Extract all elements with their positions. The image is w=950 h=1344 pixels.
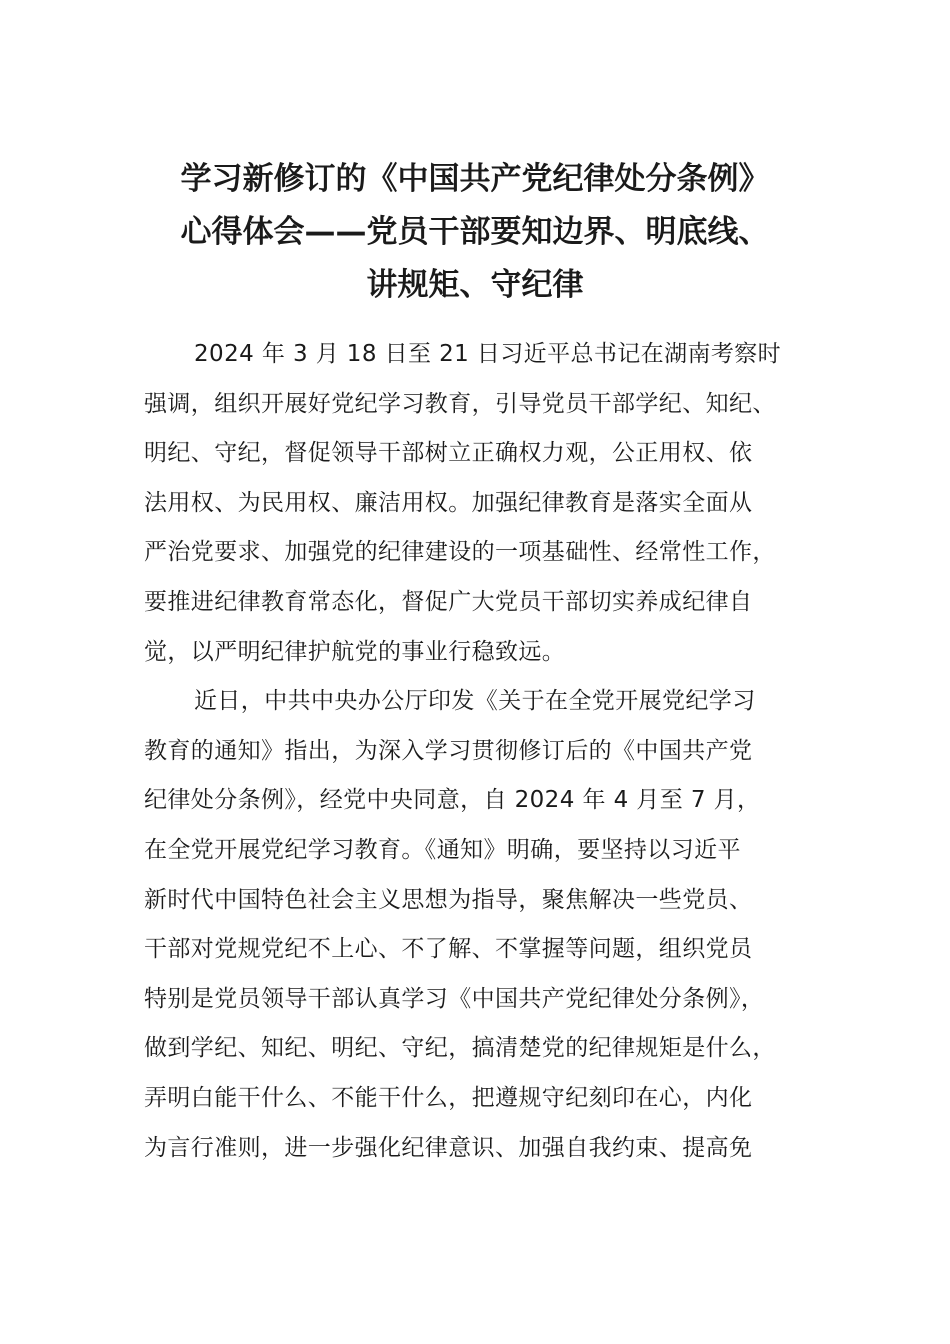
text-line: 严治党要求、加强党的纪律建设的一项基础性、经常性工作， xyxy=(144,539,776,566)
text-line: 觉，以严明纪律护航党的事业行稳致远。 xyxy=(144,638,566,665)
text-line: 近日，中共中央办公厅印发《关于在全党开展党纪学习 xyxy=(194,688,756,715)
text-line: 为言行准则，进一步强化纪律意识、加强自我约束、提高免 xyxy=(144,1134,753,1161)
title-line: 讲规矩、守纪律 xyxy=(366,267,584,303)
text-line: 弄明白能干什么、不能干什么，把遵规守纪刻印在心，内化 xyxy=(144,1084,753,1111)
text-line: 教育的通知》指出，为深入学习贯彻修订后的《中国共产党 xyxy=(144,737,753,764)
text-line: 要推进纪律教育常态化，督促广大党员干部切实养成纪律自 xyxy=(144,588,753,615)
document-body xyxy=(144,330,814,1173)
text-line: 明纪、守纪，督促领导干部树立正确权力观，公正用权、依 xyxy=(144,440,753,467)
text-line: 特别是党员领导干部认真学习《中国共产党纪律处分条例》， xyxy=(144,985,765,1012)
document-title xyxy=(120,153,830,312)
text-line: 强调，组织开展好党纪学习教育，引导党员干部学纪、知纪、 xyxy=(144,390,776,417)
text-line: 纪律处分条例》，经党中央同意，自 2024 年 4 月至 7 月， xyxy=(144,787,761,814)
text-line: 法用权、为民用权、廉洁用权。加强纪律教育是落实全面从 xyxy=(144,489,753,516)
text-line: 在全党开展党纪学习教育。《通知》明确，要坚持以习近平 xyxy=(144,836,741,863)
text-line: 新时代中国特色社会主义思想为指导，聚焦解决一些党员、 xyxy=(144,886,753,913)
text-line: 2024 年 3 月 18 日至 21 日习近平总书记在湖南考察时 xyxy=(194,341,782,367)
paragraph-2 xyxy=(144,677,814,1173)
title-line: 学习新修订的《中国共产党纪律处分条例》 xyxy=(180,161,770,197)
text-line: 做到学纪、知纪、明纪、守纪，搞清楚党的纪律规矩是什么， xyxy=(144,1035,776,1062)
text-line: 干部对党规党纪不上心、不了解、不掌握等问题，组织党员 xyxy=(144,936,753,963)
title-line: 心得体会——党员干部要知边界、明底线、 xyxy=(180,214,770,250)
paragraph-1 xyxy=(144,330,814,677)
